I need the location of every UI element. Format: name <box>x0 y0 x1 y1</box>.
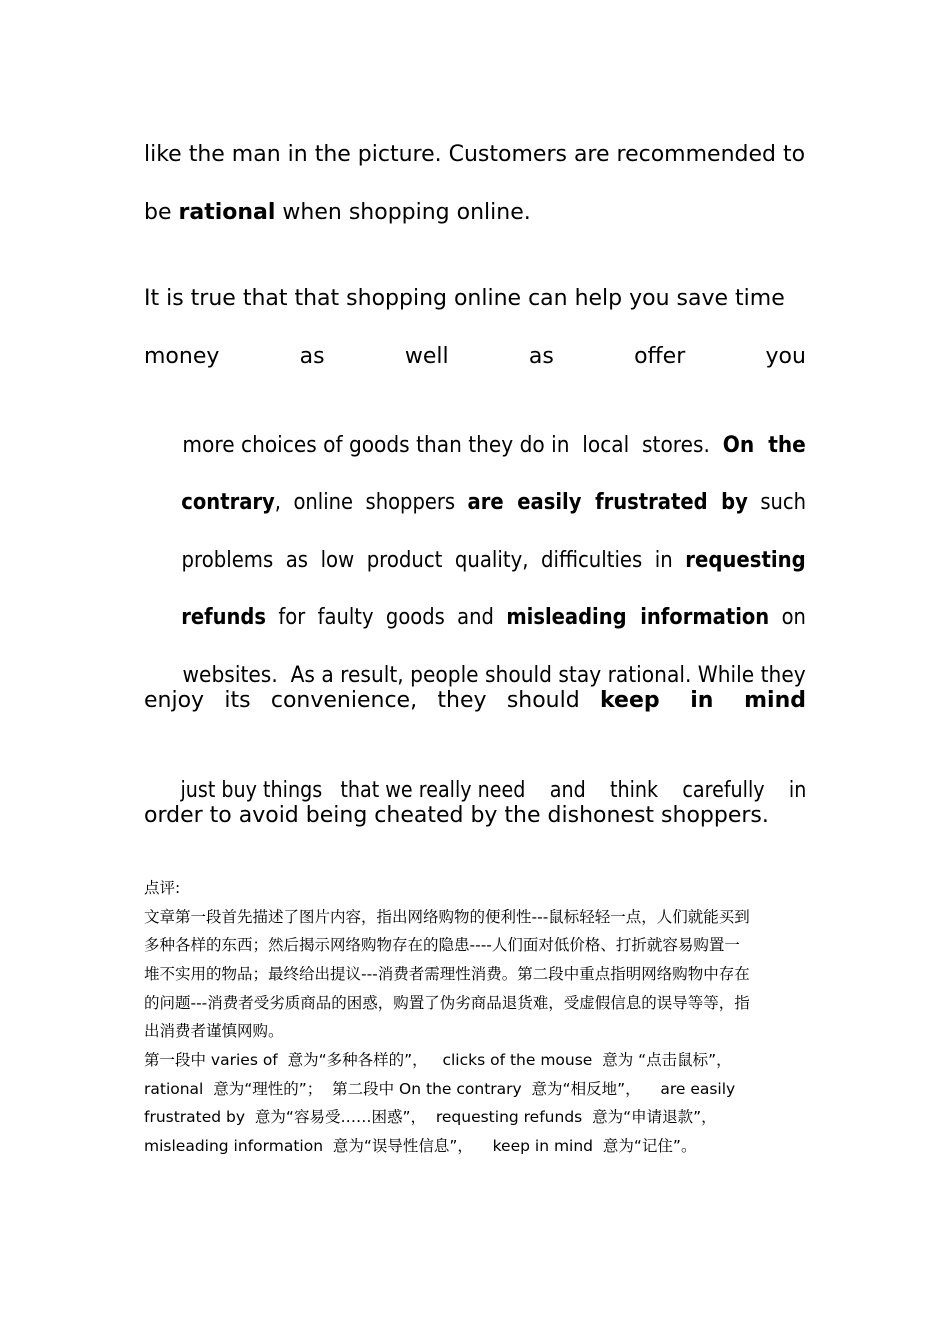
essay-line <box>144 800 769 832</box>
keyword-misleading-information: misleading information <box>506 605 770 630</box>
essay-line <box>144 283 785 315</box>
comment-line: misleading information 意为“误导性信息”， keep in mind 意为“记住”。 <box>144 1137 697 1155</box>
comment-line: 堆不实用的物品；最终给出提议---消费者需理性消费。第二段中重点指明网络购物中存在 <box>144 965 750 983</box>
keyword-contrary: contrary <box>181 490 275 515</box>
keyword-keep-in-mind: keep in mind <box>600 688 806 713</box>
comment-line: 多种各样的东西；然后揭示网络购物存在的隐患----人们面对低价格、打折就容易购置一 <box>144 936 740 954</box>
comment-line: rational 意为“理性的”； 第二段中 On the contrary 意为“相反地”， are easily <box>144 1080 736 1098</box>
text: for faulty goods and <box>266 605 507 630</box>
text: when shopping online. <box>275 200 531 225</box>
keyword-refunds: refunds <box>181 605 267 630</box>
text: order to avoid being cheated by the dishonest shoppers. <box>144 803 769 828</box>
essay-line <box>144 398 806 458</box>
comment-line: 的问题---消费者受劣质商品的困惑，购置了伪劣商品退货难，受虚假信息的误导等等，指 <box>144 994 750 1012</box>
keyword-requesting: requesting <box>685 548 806 573</box>
text: , online shoppers <box>274 490 468 515</box>
text: It is true that that shopping online can help you save time <box>144 286 785 311</box>
essay-line <box>144 685 806 717</box>
essay-line <box>144 570 806 630</box>
word: you <box>765 344 806 369</box>
word: they <box>437 688 487 713</box>
essay-line <box>144 139 805 171</box>
word: enjoy <box>144 688 205 713</box>
keyword-on-the-contrary: On the <box>722 433 806 458</box>
comment-line: 文章第一段首先描述了图片内容，指出网络购物的便利性---鼠标轻轻一点，人们就能买到 <box>144 908 750 926</box>
text: like the man in the picture. Customers are recommended to <box>144 142 806 167</box>
keyword-rational: rational <box>178 200 276 225</box>
essay-line <box>144 513 806 573</box>
comment-heading: 点评: <box>144 879 181 897</box>
word: should <box>506 688 580 713</box>
word: as <box>528 344 554 369</box>
essay-line <box>144 341 806 373</box>
text: more choices of goods than they do in local stores. <box>182 433 723 458</box>
word: its <box>224 688 251 713</box>
essay-line <box>144 197 531 229</box>
keyword-are-easily-frustrated-by: are easily frustrated by <box>467 490 748 515</box>
word: money <box>144 344 220 369</box>
comment-line: 第一段中 varies of 意为“多种各样的”， clicks of the mouse 意为 “点击鼠标”， <box>144 1051 732 1069</box>
text: just buy things that we really need and think carefully in <box>180 778 807 803</box>
text: such <box>747 490 807 515</box>
word: well <box>404 344 449 369</box>
comment-line: 出消费者谨慎网购。 <box>144 1022 284 1040</box>
essay-line <box>144 628 806 688</box>
text: on <box>769 605 806 630</box>
text: problems as low product quality, difficulties in <box>181 548 686 573</box>
word: as <box>299 344 325 369</box>
text: be <box>144 200 179 225</box>
word: offer <box>634 344 686 369</box>
essay-line <box>144 743 807 803</box>
essay-line <box>144 455 807 515</box>
text: websites. As a result, people should stay rational. While they <box>182 663 806 688</box>
word: convenience, <box>270 688 418 713</box>
comment-line: frustrated by 意为“容易受……困惑”， requesting refunds 意为“申请退款”， <box>144 1108 717 1126</box>
